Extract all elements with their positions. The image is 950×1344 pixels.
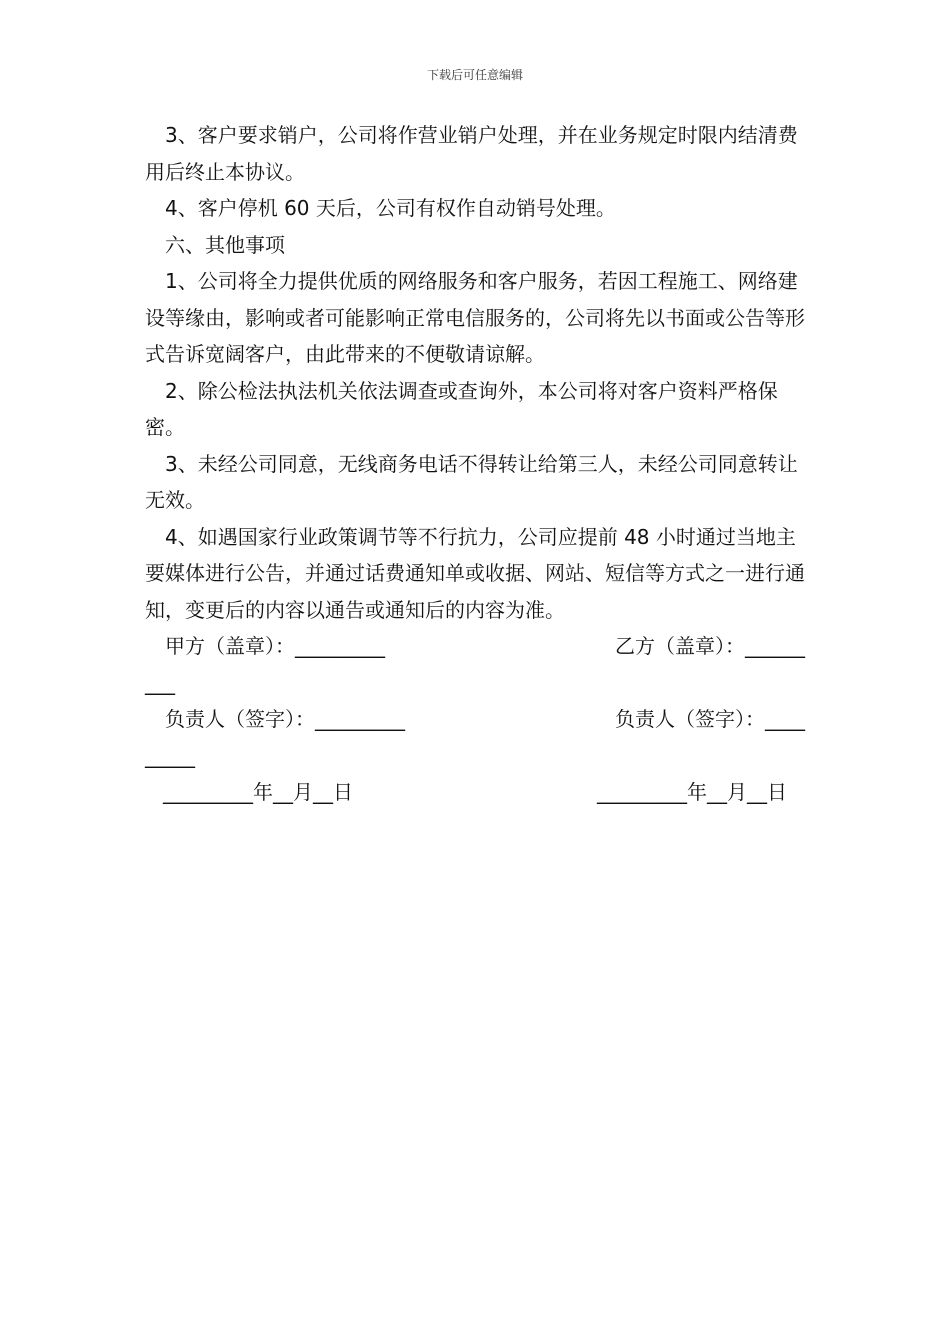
clause-force-majeure: 4、如遇国家行业政策调节等不行抗力，公司应提前 48 小时通过当地主要媒体进行公告，并通过话费通知单或收据、网站、短信等方式之一进行通知，变更后的内容以通告或通知后的内容为准。 <box>145 524 805 622</box>
page-header: 下载后可任意编辑 <box>426 68 523 82</box>
person-b-signature: 负责人（签字）：____ <box>615 707 805 731</box>
date-a: _________年__月__日 <box>163 780 353 804</box>
clause-auto-cancel: 4、客户停机 60 天后，公司有权作自动销号处理。 <box>165 196 616 220</box>
person-b-signature-continued: _____ <box>145 743 195 768</box>
clause-transfer: 3、未经公司同意，无线商务电话不得转让给第三人，未经公司同意转让无效。 <box>145 451 798 512</box>
party-b-stamp-continued: ___ <box>145 670 175 695</box>
party-a-stamp: 甲方（盖章）：_________ <box>165 634 385 658</box>
document-body <box>145 117 807 811</box>
clause-cancel-account: 3、客户要求销户，公司将作营业销户处理，并在业务规定时限内结清费用后终止本协议。 <box>145 123 798 184</box>
date-row <box>145 774 807 811</box>
stamp-row <box>145 628 807 665</box>
party-b-stamp: 乙方（盖章）：______ <box>615 634 805 658</box>
person-a-signature: 负责人（签字）：_________ <box>165 707 405 731</box>
section-heading-other: 六、其他事项 <box>165 232 285 257</box>
clause-service-notice: 1、公司将全力提供优质的网络服务和客户服务，若因工程施工、网络建设等缘由，影响或者可能影响正常电信服务的，公司将先以书面或公告等形式告诉宽阔客户，由此带来的不便敬请谅解。 <box>145 269 805 366</box>
clause-confidentiality: 2、除公检法执法机关依法调查或查询外，本公司将对客户资料严格保密。 <box>145 378 778 439</box>
date-b: _________年__月__日 <box>597 780 787 804</box>
signature-row <box>145 701 807 738</box>
